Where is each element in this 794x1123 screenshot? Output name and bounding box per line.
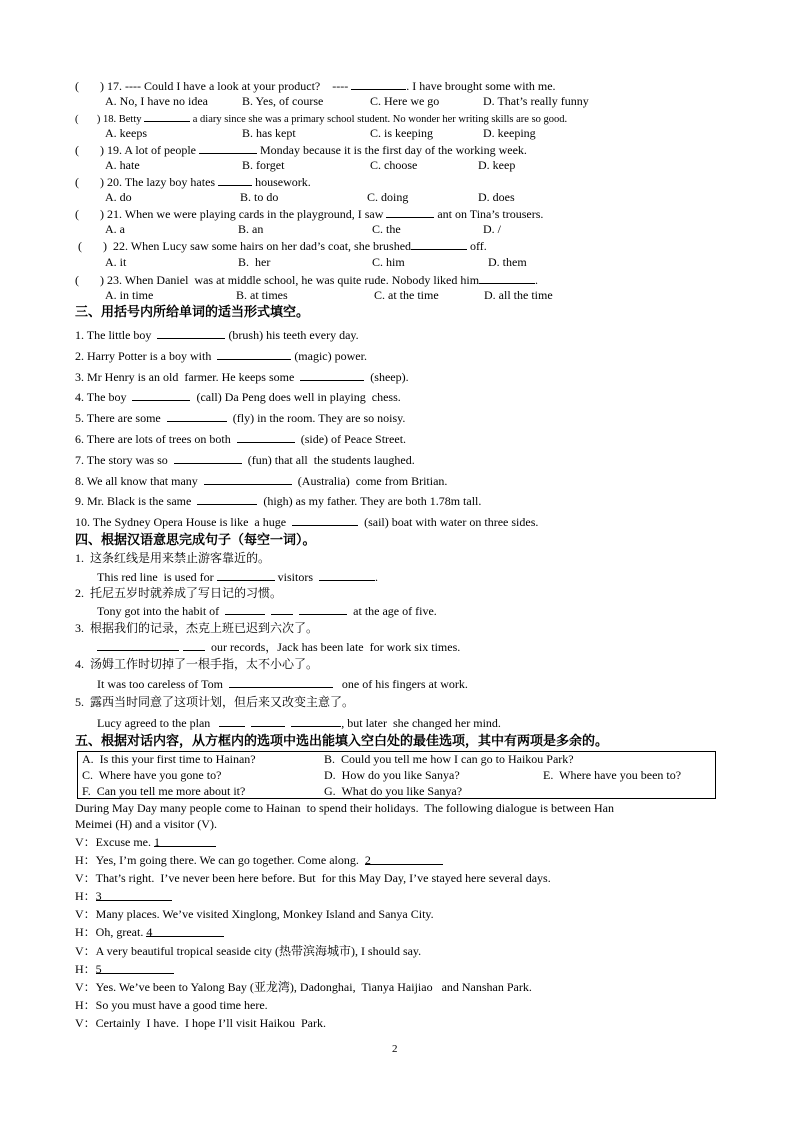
option-c: C. Where have you gone to? [82, 768, 222, 782]
option: B. at times [236, 288, 288, 302]
option: D. keeping [483, 126, 536, 140]
list-item: 9. Mr. Black is the same (high) as my father. They are both 1.78m tall. [75, 494, 482, 508]
english-sentence: It was too careless of Tom one of his fingers at work. [97, 677, 468, 691]
intro-line-1: During May Day many people come to Hainan to spend their holidays. The following dialogue is between Han [75, 801, 614, 815]
option: B. an [238, 222, 264, 236]
option: C. choose [370, 158, 418, 172]
option: D. That’s really funny [483, 94, 589, 108]
list-item: 3. Mr Henry is an old farmer. He keeps some (sheep). [75, 370, 409, 384]
question-22: ( ) 22. When Lucy saw some hairs on her dad’s coat, she brushed off. [75, 239, 487, 253]
option: C. is keeping [370, 126, 433, 140]
option: C. at the time [374, 288, 439, 302]
dialogue-line: V：That’s right. I’ve never been here before. But for this May Day, I’ve stayed here several days. [75, 871, 551, 885]
option: B. has kept [242, 126, 296, 140]
option: C. him [372, 255, 405, 269]
list-item: 1. The little boy (brush) his teeth every day. [75, 328, 359, 342]
english-sentence: Tony got into the habit of at the age of five. [97, 604, 437, 618]
option: A. in time [105, 288, 154, 302]
dialogue-line: H：Oh, great. 4 [75, 925, 224, 939]
question-20: ( ) 20. The lazy boy hates housework. [75, 175, 311, 189]
option-e: E. Where have you been to? [543, 768, 682, 782]
option: B. forget [242, 158, 285, 172]
question-18: ( ) 18. Betty a diary since she was a primary school student. No wonder her writing skills are so good. [75, 110, 567, 127]
list-item: 5. There are some (fly) in the room. They are so noisy. [75, 411, 406, 425]
question-19: ( ) 19. A lot of people Monday because it is the first day of the working week. [75, 143, 527, 157]
option: A. do [105, 190, 132, 204]
option: B. Yes, of course [242, 94, 324, 108]
list-item: 7. The story was so (fun) that all the students laughed. [75, 453, 415, 467]
english-sentence: our records，Jack has been late for work six times. [97, 639, 460, 654]
option-a: A. Is this your first time to Hainan? [82, 752, 256, 766]
option: A. it [105, 255, 127, 269]
dialogue-line: V：Yes. We’ve been to Yalong Bay (亚龙湾), Dadonghai, Tianya Haijiao and Nanshan Park. [75, 980, 532, 994]
dialogue-line: H：So you must have a good time here. [75, 998, 268, 1012]
list-item: 4. The boy (call) Da Peng does well in playing chess. [75, 390, 401, 404]
chinese-sentence: 2. 托尼五岁时就养成了写日记的习惯。 [75, 586, 283, 600]
option-b: B. Could you tell me how I can go to Haikou Park? [324, 752, 574, 766]
section-4-heading: 四、根据汉语意思完成句子（每空一词）。 [75, 532, 316, 547]
option: D. all the time [484, 288, 553, 302]
option: B. to do [240, 190, 279, 204]
option: D. them [488, 255, 527, 269]
english-sentence: This red line is used for visitors . [97, 570, 378, 584]
dialogue-line: V：Many places. We’ve visited Xinglong, Monkey Island and Sanya City. [75, 907, 434, 921]
dialogue-line: V：A very beautiful tropical seaside city (热带滨海城市), I should say. [75, 944, 422, 958]
chinese-sentence: 1. 这条红线是用来禁止游客靠近的。 [75, 551, 271, 565]
question-21: ( ) 21. When we were playing cards in the playground, I saw ant on Tina’s trousers. [75, 207, 544, 221]
option: D. keep [478, 158, 516, 172]
chinese-sentence: 3. 根据我们的记录，杰克上班已迟到六次了。 [75, 621, 319, 635]
page-number: 2 [392, 1043, 398, 1055]
dialogue-line: H：Yes, I’m going there. We can go together. Come along. 2 [75, 853, 443, 867]
english-sentence: Lucy agreed to the plan , but later she changed her mind. [97, 716, 501, 730]
question-17: ( ) 17. ---- Could I have a look at your product? ---- . I have brought some with me. [75, 79, 556, 93]
list-item: 2. Harry Potter is a boy with (magic) power. [75, 349, 367, 363]
dialogue-line: H：3 [75, 889, 172, 903]
chinese-sentence: 4. 汤姆工作时切掉了一根手指，太不小心了。 [75, 657, 319, 671]
option: A. No, I have no idea [105, 94, 208, 108]
option: D. / [483, 222, 501, 236]
question-23: ( ) 23. When Daniel was at middle school, he was quite rude. Nobody liked him . [75, 273, 539, 287]
option: A. keeps [105, 126, 147, 140]
option-f: F. Can you tell me more about it? [82, 784, 246, 798]
option: A. hate [105, 158, 140, 172]
section-5-heading: 五、根据对话内容，从方框内的选项中选出能填入空白处的最佳选项，其中有两项是多余的。 [75, 733, 609, 748]
section-3-heading: 三、用括号内所给单词的适当形式填空。 [75, 304, 310, 319]
option-g: G. What do you like Sanya? [324, 784, 463, 798]
list-item: 8. We all know that many (Australia) come from Britian. [75, 474, 448, 488]
intro-line-2: Meimei (H) and a visitor (V). [75, 817, 217, 831]
option-d: D. How do you like Sanya? [324, 768, 460, 782]
option: B. her [238, 255, 271, 269]
dialogue-line: H：5 [75, 962, 174, 976]
option: D. does [478, 190, 515, 204]
chinese-sentence: 5. 露西当时同意了这项计划，但后来又改变主意了。 [75, 695, 355, 709]
option: A. a [105, 222, 125, 236]
list-item: 6. There are lots of trees on both (side) of Peace Street. [75, 432, 407, 446]
dialogue-line: V：Excuse me. 1 [75, 835, 216, 849]
option: C. doing [367, 190, 409, 204]
option: C. the [372, 222, 401, 236]
list-item: 10. The Sydney Opera House is like a huge (sail) boat with water on three sides. [75, 515, 539, 529]
option: C. Here we go [370, 94, 440, 108]
dialogue-line: V：Certainly I have. I hope I’ll visit Haikou Park. [75, 1016, 326, 1030]
